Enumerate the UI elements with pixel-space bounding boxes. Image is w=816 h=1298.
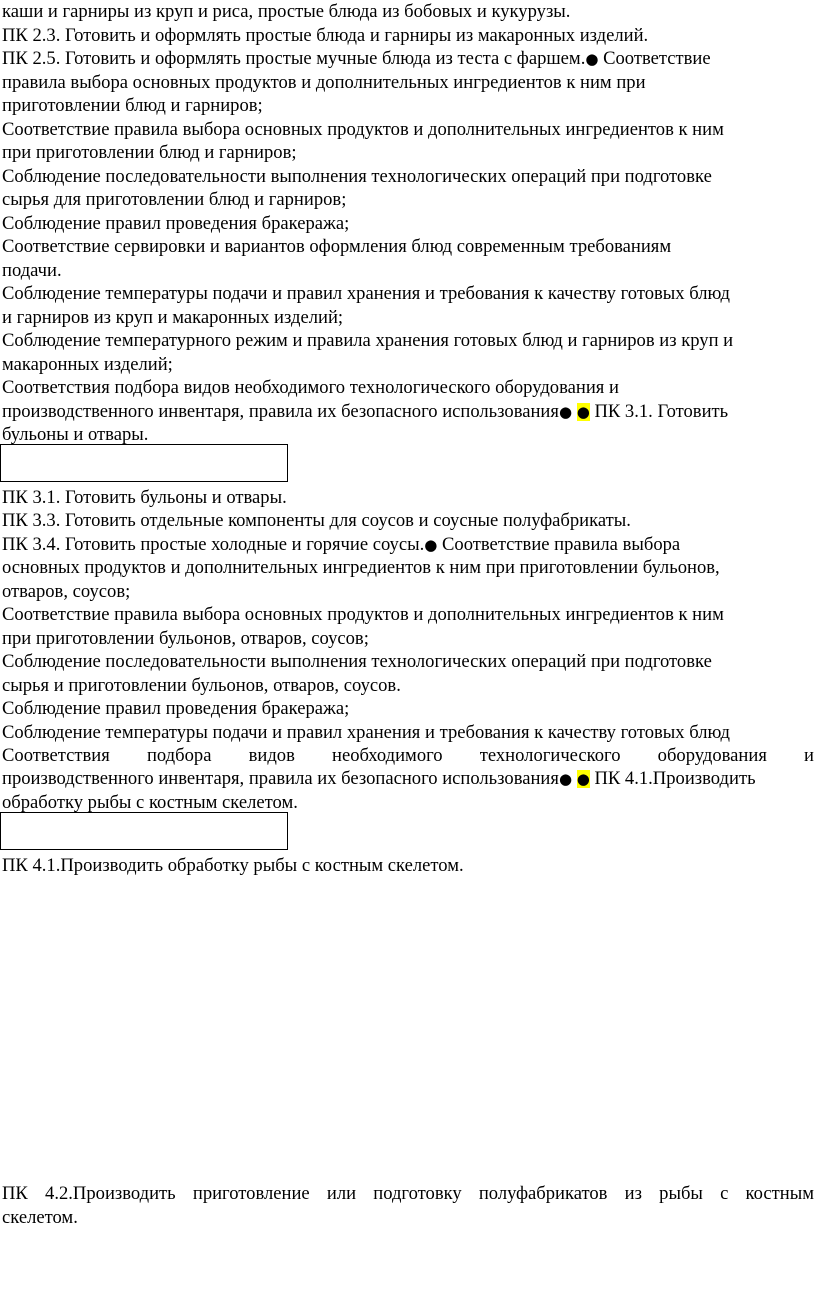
bullet-icon: ● [558, 770, 573, 788]
text-line: ПК 3.1. Готовить бульоны и отвары. [2, 487, 287, 508]
text-line: Соблюдение правил проведения бракеража; [2, 213, 350, 234]
text-line: сырья для приготовлении блюд и гарниров; [2, 189, 347, 210]
highlighted-bullet-icon: ● [576, 770, 590, 788]
text-line: Соответствие правила выбора основных продуктов и дополнительных ингредиентов к ним [2, 604, 724, 625]
text-line: основных продуктов и дополнительных ингредиентов к ним при приготовлении бульонов, [2, 557, 720, 578]
text-line: бульоны и отвары. [2, 424, 149, 445]
text-line: сырья и приготовлении бульонов, отваров, соусов. [2, 675, 401, 696]
text-line: Соблюдение температуры подачи и правил хранения и требования к качеству готовых блюд [2, 283, 730, 304]
bullet-icon: ● [424, 536, 438, 554]
text-line: скелетом. [2, 1207, 78, 1228]
text-line: Соблюдение последовательности выполнения технологических операций при подготовке [2, 166, 712, 187]
text-line: макаронных изделий; [2, 354, 173, 375]
text-line: отваров, соусов; [2, 581, 131, 602]
text-line: Соответствие сервировки и вариантов оформления блюд современным требованиям [2, 236, 672, 257]
text-line: производственного инвентаря, правила их безопасного использования● ● ПК 3.1. Готовить [2, 401, 729, 422]
text-line: производственного инвентаря, правила их безопасного использования● ● ПК 4.1.Производить [2, 768, 756, 789]
text-line: ПК 4.2.Производить приготовление или подготовку полуфабрикатов из рыбы с костным [2, 1183, 814, 1204]
text-line: подачи. [2, 260, 62, 281]
bullet-icon: ● [585, 50, 599, 68]
text-line: Соблюдение температурного режим и правила хранения готовых блюд и гарниров из круп и [2, 330, 734, 351]
text-line: Соответствие правила выбора основных продуктов и дополнительных ингредиентов к ним [2, 119, 724, 140]
highlighted-bullet-icon: ● [576, 403, 590, 421]
text-line: каши и гарниры из круп и риса, простые блюда из бобовых и кукурузы. [2, 1, 571, 22]
text-line: при приготовлении блюд и гарниров; [2, 142, 297, 163]
text-line: ПК 2.5. Готовить и оформлять простые мучные блюда из теста с фаршем.● Соответствие [2, 48, 711, 69]
text-line: Соблюдение температуры подачи и правил хранения и требования к качеству готовых блюд [2, 722, 730, 743]
text-line: Соответствия подбора видов необходимого технологического оборудования и [2, 745, 814, 766]
bullet-icon: ● [558, 403, 573, 421]
text-line: ПК 3.4. Готовить простые холодные и горячие соусы.● Соответствие правила выбора [2, 534, 681, 555]
text-line: при приготовлении бульонов, отваров, соусов; [2, 628, 369, 649]
text-line: правила выбора основных продуктов и дополнительных ингредиентов к ним при [2, 72, 646, 93]
empty-table-cell [0, 812, 288, 850]
text-line: Соблюдение последовательности выполнения технологических операций при подготовке [2, 651, 712, 672]
empty-table-cell [0, 444, 288, 482]
text-line: ПК 2.3. Готовить и оформлять простые блюда и гарниры из макаронных изделий. [2, 25, 649, 46]
text-line: приготовлении блюд и гарниров; [2, 95, 263, 116]
text-line: ПК 3.3. Готовить отдельные компоненты для соусов и соусные полуфабрикаты. [2, 510, 631, 531]
text-line: ПК 4.1.Производить обработку рыбы с костным скелетом. [2, 855, 464, 876]
text-line: обработку рыбы с костным скелетом. [2, 792, 298, 813]
text-line: и гарниров из круп и макаронных изделий; [2, 307, 344, 328]
text-line: Соблюдение правил проведения бракеража; [2, 698, 350, 719]
text-line: Соответствия подбора видов необходимого технологического оборудования и [2, 377, 619, 398]
